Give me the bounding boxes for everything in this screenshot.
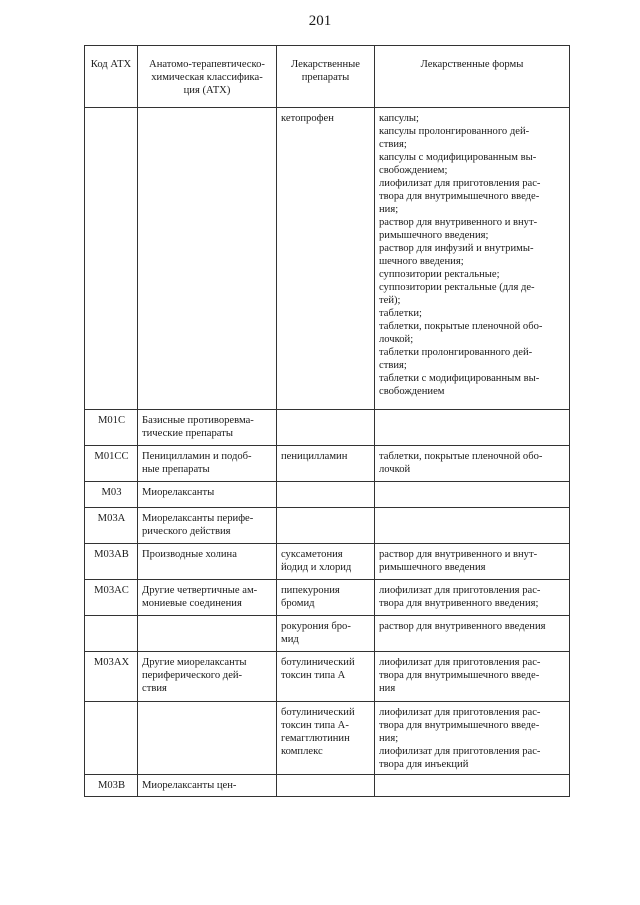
table-row — [85, 482, 570, 508]
cell-forms — [375, 482, 570, 508]
cell-classification — [138, 410, 277, 446]
cell-drug — [277, 508, 375, 544]
atx-table — [84, 45, 570, 797]
cell-forms-line: раствор для внутривенного введения — [379, 621, 546, 632]
cell-code: M01C — [85, 410, 138, 446]
cell-drug — [277, 544, 375, 580]
cell-drug-line: бромид — [281, 598, 315, 609]
cell-forms-line: таблетки; — [379, 308, 422, 319]
cell-drug — [277, 410, 375, 446]
cell-forms — [375, 410, 570, 446]
cell-drug-line: токсин типа А- — [281, 720, 349, 731]
cell-forms-line: капсулы; — [379, 113, 419, 124]
cell-forms-line: таблетки, покрытые пленочной обо- — [379, 321, 543, 332]
cell-code: M03AB — [85, 544, 138, 580]
cell-forms-line: твора для внутримышечного введе- — [379, 670, 540, 681]
cell-drug-line: рокурония бро- — [281, 621, 351, 632]
cell-forms-line: твора для инъекций — [379, 759, 469, 770]
cell-forms-line: лочкой — [379, 464, 411, 475]
page-number: 201 — [308, 13, 332, 29]
cell-forms — [375, 580, 570, 616]
cell-forms-line: ствия; — [379, 360, 407, 371]
table-row — [85, 108, 570, 410]
cell-forms-line: свобождением; — [379, 165, 448, 176]
table-row — [85, 544, 570, 580]
cell-code — [85, 702, 138, 775]
table-row — [85, 616, 570, 652]
cell-classification-line: периферического дей- — [142, 670, 243, 681]
cell-classification — [138, 108, 277, 410]
cell-drug-line: комплекс — [281, 746, 323, 757]
cell-forms-line: тей); — [379, 295, 401, 306]
cell-drug-line: токсин типа А — [281, 670, 346, 681]
cell-classification-line: Другие четвертичные ам- — [142, 585, 258, 596]
cell-drug — [277, 775, 375, 797]
cell-drug-line: гемагглютинин — [281, 733, 350, 744]
cell-forms-line: лочкой; — [379, 334, 414, 345]
table-header-row — [85, 46, 570, 108]
cell-classification-line: Другие миорелаксанты — [142, 657, 247, 668]
cell-classification-line: Производные холина — [142, 549, 237, 560]
cell-classification-line: Миорелаксанты перифе- — [142, 513, 254, 524]
cell-drug — [277, 108, 375, 410]
cell-drug-line: пипекурония — [281, 585, 340, 596]
cell-code: M03B — [85, 775, 138, 797]
cell-forms-line: шечного введения; — [379, 256, 464, 267]
table-row — [85, 508, 570, 544]
cell-code: M03A — [85, 508, 138, 544]
header-drugs: Лекарственные препараты — [277, 46, 375, 108]
table-row — [85, 775, 570, 797]
cell-classification — [138, 775, 277, 797]
cell-forms-line: твора для внутривенного введения; — [379, 598, 539, 609]
cell-classification-line: Миорелаксанты цен- — [142, 780, 237, 791]
cell-classification-line: тические препараты — [142, 428, 233, 439]
cell-drug — [277, 616, 375, 652]
cell-classification-line: мониевые соединения — [142, 598, 242, 609]
cell-forms — [375, 616, 570, 652]
cell-classification-line: ствия — [142, 683, 167, 694]
cell-code — [85, 108, 138, 410]
cell-forms-line: ствия; — [379, 139, 407, 150]
header-classification: Анатомо-терапевтическо- химическая классифика- ция (АТХ) — [138, 46, 277, 108]
cell-forms — [375, 544, 570, 580]
cell-forms — [375, 108, 570, 410]
cell-forms-line: лиофилизат для приготовления рас- — [379, 178, 541, 189]
cell-code — [85, 616, 138, 652]
cell-forms-line: раствор для инфузий и внутримы- — [379, 243, 534, 254]
table-row — [85, 702, 570, 775]
table-row — [85, 446, 570, 482]
cell-forms-line: лиофилизат для приготовления рас- — [379, 707, 541, 718]
cell-drug-line: пеницилламин — [281, 451, 348, 462]
cell-forms — [375, 652, 570, 702]
cell-forms-line: таблетки с модифицированным вы- — [379, 373, 540, 384]
cell-drug — [277, 652, 375, 702]
cell-forms-line: лиофилизат для приготовления рас- — [379, 657, 541, 668]
cell-forms-line: таблетки пролонгированного дей- — [379, 347, 533, 358]
cell-forms-line: капсулы пролонгированного дей- — [379, 126, 530, 137]
cell-classification — [138, 702, 277, 775]
cell-drug-line: мид — [281, 634, 299, 645]
cell-forms — [375, 446, 570, 482]
cell-forms-line: римышечного введения; — [379, 230, 489, 241]
table-body — [85, 108, 570, 797]
cell-classification-line: ные препараты — [142, 464, 210, 475]
cell-forms-line: лиофилизат для приготовления рас- — [379, 746, 541, 757]
cell-forms-line: ния; — [379, 733, 399, 744]
cell-drug — [277, 482, 375, 508]
cell-classification-line: Пеницилламин и подоб- — [142, 451, 252, 462]
cell-drug-line: суксаметония — [281, 549, 343, 560]
cell-drug — [277, 446, 375, 482]
cell-forms-line: суппозитории ректальные; — [379, 269, 500, 280]
cell-drug — [277, 702, 375, 775]
cell-forms — [375, 775, 570, 797]
cell-code: M03 — [85, 482, 138, 508]
cell-forms — [375, 702, 570, 775]
cell-drug — [277, 580, 375, 616]
cell-classification — [138, 544, 277, 580]
cell-classification — [138, 652, 277, 702]
cell-classification — [138, 616, 277, 652]
cell-code: M03AX — [85, 652, 138, 702]
header-code: Код АТХ — [85, 46, 138, 108]
cell-forms-line: лиофилизат для приготовления рас- — [379, 585, 541, 596]
cell-forms-line: твора для внутримышечного введе- — [379, 720, 540, 731]
cell-classification — [138, 580, 277, 616]
cell-drug-line: йодид и хлорид — [281, 562, 352, 573]
cell-code: M01CC — [85, 446, 138, 482]
cell-forms-line: твора для внутримышечного введе- — [379, 191, 540, 202]
cell-forms-line: свобождением — [379, 386, 445, 397]
header-forms: Лекарственные формы — [375, 46, 570, 108]
cell-drug-line: кетопрофен — [281, 113, 334, 124]
cell-forms-line: римышечного введения — [379, 562, 486, 573]
cell-classification-line: Миорелаксанты — [142, 487, 215, 498]
cell-forms-line: раствор для внутривенного и внут- — [379, 217, 538, 228]
cell-forms-line: ния; — [379, 204, 399, 215]
cell-classification — [138, 508, 277, 544]
cell-forms-line: таблетки, покрытые пленочной обо- — [379, 451, 543, 462]
cell-code: M03AC — [85, 580, 138, 616]
cell-classification-line: Базисные противоревма- — [142, 415, 254, 426]
cell-forms — [375, 508, 570, 544]
cell-drug-line: ботулинический — [281, 657, 355, 668]
cell-classification — [138, 482, 277, 508]
cell-forms-line: ния — [379, 683, 396, 694]
cell-forms-line: капсулы с модифицированным вы- — [379, 152, 537, 163]
cell-drug-line: ботулинический — [281, 707, 355, 718]
table-row — [85, 410, 570, 446]
table-row — [85, 652, 570, 702]
cell-forms-line: раствор для внутривенного и внут- — [379, 549, 538, 560]
cell-classification — [138, 446, 277, 482]
cell-forms-line: суппозитории ректальные (для де- — [379, 282, 535, 293]
table-row — [85, 580, 570, 616]
cell-classification-line: рического действия — [142, 526, 231, 537]
